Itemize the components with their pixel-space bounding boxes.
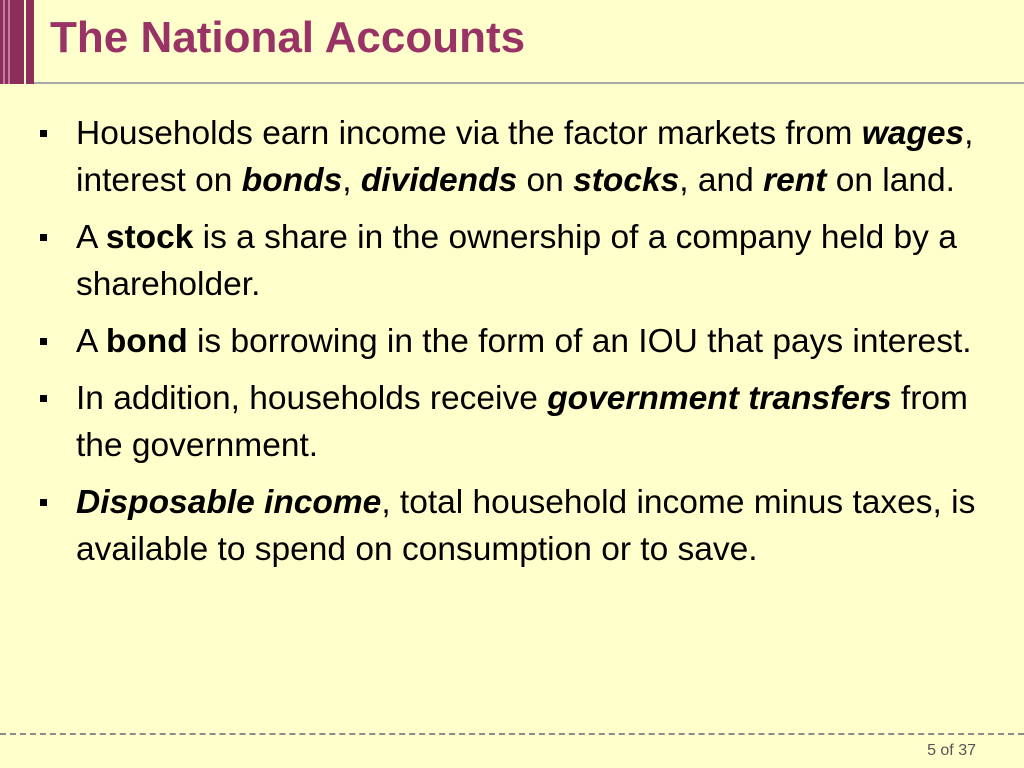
square-bullet-icon (40, 338, 47, 345)
bullet-3-text-2: is borrowing in the form of an IOU that pays interest. (187, 323, 972, 360)
slide-title: The National Accounts (50, 13, 526, 62)
page-number: 5 of 37 (927, 742, 976, 759)
bullet-5-text-1: , total household income minus taxes, is available to spend on consumption or to save. (76, 484, 976, 568)
keyword-wages: wages (861, 115, 965, 152)
keyword-stock: stock (105, 219, 194, 256)
title-accent-bar (0, 0, 34, 84)
bullet-item-4 (36, 375, 1006, 469)
bullet-1-text-6: on land. (826, 162, 955, 199)
keyword-bond: bond (105, 323, 188, 360)
bullet-item-1 (36, 110, 1006, 204)
square-bullet-icon (40, 499, 47, 506)
bullet-item-2 (36, 214, 1006, 308)
bullet-2-text-2: is a share in the ownership of a company held by a shareholder. (76, 219, 957, 303)
keyword-disposable-income: Disposable income (76, 484, 382, 521)
bullet-1-text-2: , interest on (76, 115, 974, 199)
square-bullet-icon (40, 234, 47, 241)
keyword-rent: rent (763, 162, 827, 199)
square-bullet-icon (40, 395, 47, 402)
keyword-dividends: dividends (360, 162, 518, 199)
bullet-3-text-1: A (76, 323, 106, 360)
accent-band-line-2 (8, 0, 10, 84)
bullet-1-text-5: , and (679, 162, 764, 199)
square-bullet-icon (40, 130, 47, 137)
accent-band-line (3, 0, 5, 84)
bullet-2-text-1: A (76, 219, 106, 256)
keyword-government-transfers: government transfers (547, 380, 892, 417)
bullet-item-3 (36, 318, 1006, 365)
keyword-stocks: stocks (573, 162, 680, 199)
footer-divider (0, 733, 1024, 735)
bullet-4-text-2: from the government. (76, 380, 968, 464)
bullet-item-5 (36, 479, 1006, 573)
bullet-1-text-1: Households earn income via the factor markets from (76, 115, 862, 152)
bullet-list (36, 110, 1006, 583)
keyword-bonds: bonds (241, 162, 343, 199)
bullet-4-text-1: In addition, households receive (76, 380, 548, 417)
bullet-1-text-4: on (517, 162, 574, 199)
title-divider (34, 82, 1024, 84)
bullet-1-text-3: , (342, 162, 361, 199)
accent-band-inner (26, 0, 34, 84)
